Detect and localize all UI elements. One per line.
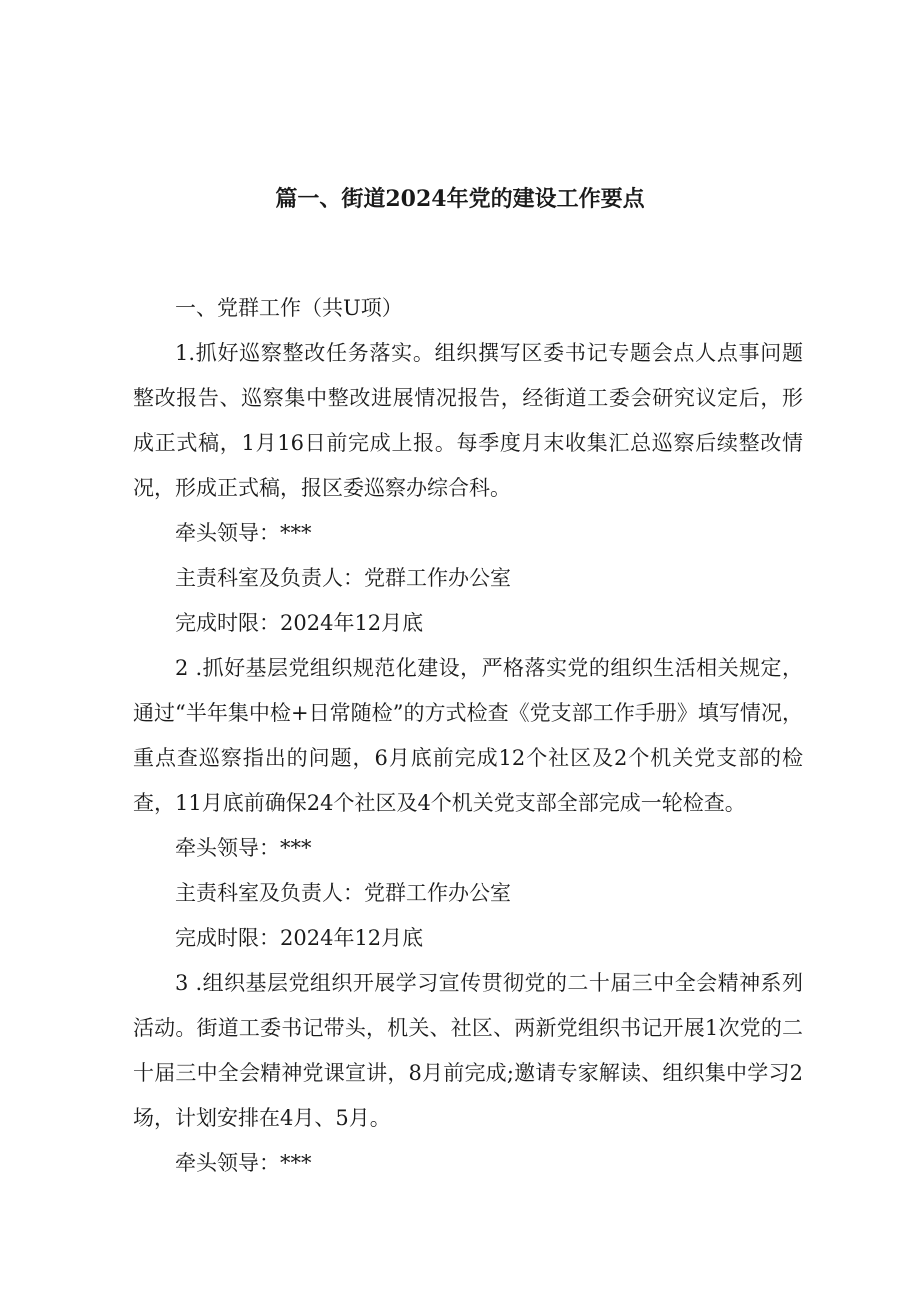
document-title: 篇一、街道2024年党的建设工作要点 (275, 186, 645, 212)
item-2-dept: 主责科室及负责人：党群工作办公室 (175, 881, 511, 905)
item-2-deadline: 完成时限：2024年12月底 (175, 926, 424, 950)
item-1-body: 1.抓好巡察整改任务落实。组织撰写区委书记专题会点人点事问题整改报告、巡察集中整改进展情况报告，经街道工委会研究议定后，形成正式稿，1月16日前完成上报。每季度月末收集汇总巡察后续整改情况，形成正式稿，报区委巡察办综合科。 (133, 341, 803, 500)
section-heading: 一、党群工作（共U项） (175, 296, 403, 320)
item-1-lead: 牵头领导：*** (175, 521, 312, 545)
document-body (133, 286, 803, 1186)
item-3-body: 3 .组织基层党组织开展学习宣传贯彻党的二十届三中全会精神系列活动。街道工委书记带头，机关、社区、两新党组织书记开展1次党的二十届三中全会精神党课宣讲，8月前完成;邀请专家解读、组织集中学习2场，计划安排在4月、5月。 (133, 971, 803, 1130)
item-1-dept: 主责科室及负责人：党群工作办公室 (175, 566, 511, 590)
item-2-body: 2 .抓好基层党组织规范化建设，严格落实党的组织生活相关规定，通过“半年集中检+日常随检”的方式检查《党支部工作手册》填写情况，重点查巡察指出的问题，6月底前完成12个社区及2个机关党支部的检查，11月底前确保24个社区及4个机关党支部全部完成一轮检查。 (133, 656, 803, 815)
item-3-lead: 牵头领导：*** (175, 1151, 312, 1175)
item-1-deadline: 完成时限：2024年12月底 (175, 611, 424, 635)
item-2-lead: 牵头领导：*** (175, 836, 312, 860)
